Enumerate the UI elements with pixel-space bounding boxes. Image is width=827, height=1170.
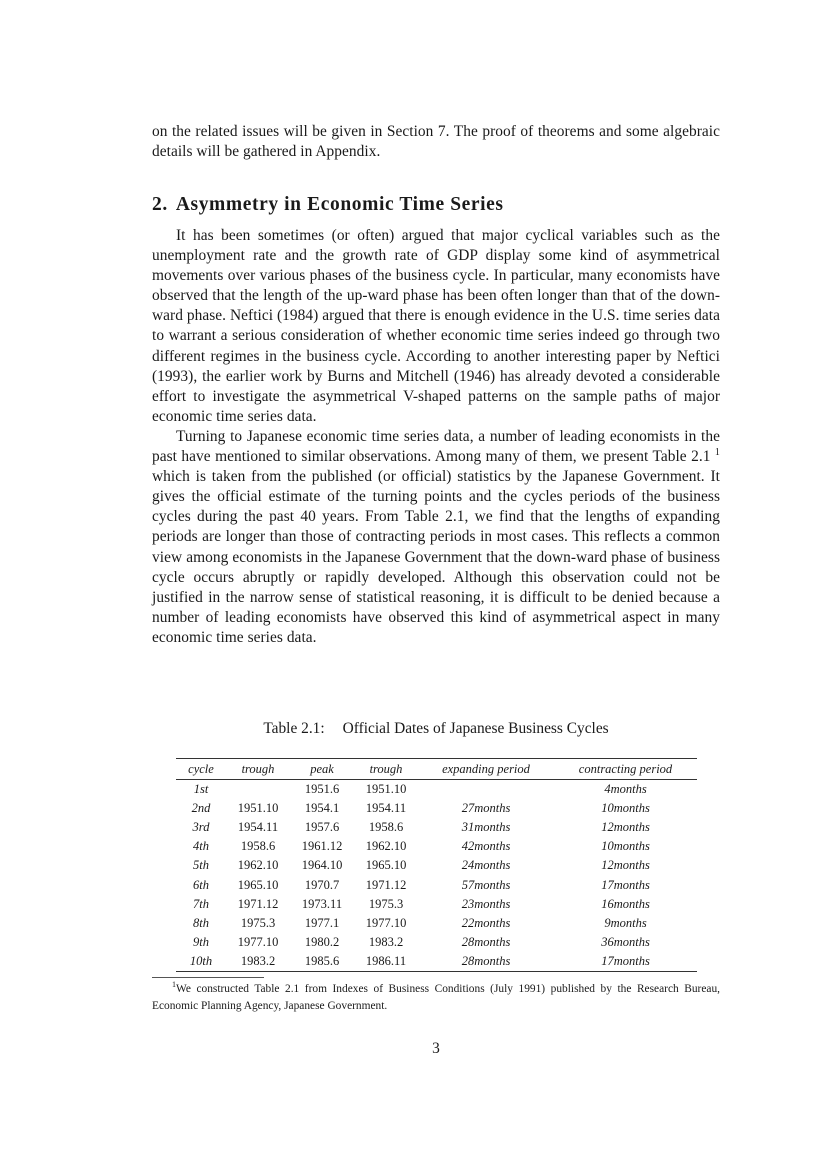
cell-cycle: 7th: [193, 896, 209, 911]
cell-contracting-period: 10months: [601, 801, 650, 816]
cell-trough-end: 1954.11: [365, 801, 407, 816]
table-row: [176, 799, 697, 818]
table-header-row: [176, 759, 697, 780]
column-header-trough: trough: [226, 759, 290, 780]
intro-continuation-paragraph: on the related issues will be given in Section 7. The proof of theorems and some algebraic details will be gathered in Appendix.: [152, 123, 720, 161]
column-header-trough-end: trough: [354, 759, 418, 780]
cell-trough-end: 1977.10: [365, 915, 407, 930]
cell-expanding-period: 28months: [461, 953, 511, 968]
cell-contracting-period: 17months: [601, 953, 650, 968]
cell-cycle: 1st: [193, 782, 209, 797]
cell-trough: 1971.12: [237, 896, 279, 911]
business-cycles-table: [176, 758, 697, 972]
page-number: 3: [432, 1040, 440, 1057]
table-row: [176, 837, 697, 856]
table-caption-text: Official Dates of Japanese Business Cycles: [342, 720, 609, 737]
cell-peak: 1951.6: [304, 782, 340, 797]
cell-trough-end: 1983.2: [368, 934, 404, 949]
cell-expanding-period: 24months: [461, 858, 511, 873]
cell-trough-end: 1975.3: [368, 896, 404, 911]
cell-cycle: 4th: [193, 839, 209, 854]
cell-trough: 1977.10: [237, 934, 279, 949]
cell-expanding-period: 42months: [461, 839, 511, 854]
cell-expanding-period: 57months: [461, 877, 511, 892]
cell-trough-end: 1951.10: [365, 782, 407, 797]
cell-cycle: 8th: [193, 915, 209, 930]
cell-peak: 1977.1: [304, 915, 340, 930]
cell-expanding-period: 28months: [461, 934, 511, 949]
table-row: [176, 856, 697, 875]
paragraph-2-text-a: Turning to Japanese economic time series data, a number of leading economists in the past have mentioned to similar observations. Among many of them, we present Table 2.1: [152, 427, 720, 466]
cell-trough: 1983.2: [240, 953, 276, 968]
paragraph-2: [152, 427, 720, 648]
cell-peak: 1970.7: [304, 877, 340, 892]
section-body: [152, 226, 720, 648]
footnote-text: We constructed Table 2.1 from Indexes of Business Conditions (July 1991) published by the Research Bureau, Economic Planning Agency, Japanese Government.: [152, 983, 720, 1012]
cell-cycle: 6th: [193, 877, 209, 892]
section-heading: [152, 194, 720, 216]
cell-peak: 1985.6: [304, 953, 340, 968]
cell-cycle: 10th: [189, 953, 213, 968]
cell-expanding-period: 23months: [461, 896, 511, 911]
cell-trough-end: 1962.10: [365, 839, 407, 854]
cell-trough: 1965.10: [237, 877, 279, 892]
cell-peak: 1961.12: [301, 839, 343, 854]
cell-contracting-period: 36months: [601, 934, 650, 949]
cell-trough-end: 1965.10: [365, 858, 407, 873]
cell-trough: 1954.11: [237, 820, 279, 835]
cell-cycle: 5th: [193, 858, 209, 873]
column-header-cycle: cycle: [176, 759, 226, 780]
cell-peak: 1957.6: [304, 820, 340, 835]
table-row: [176, 914, 697, 933]
table-caption-label: Table 2.1:: [263, 720, 325, 737]
column-header-expanding-period: expanding period: [418, 759, 554, 780]
cell-trough-end: 1986.11: [365, 953, 407, 968]
cell-expanding-period: [418, 780, 554, 800]
cell-peak: 1954.1: [304, 801, 340, 816]
cell-contracting-period: 4months: [604, 782, 647, 797]
table-row: [176, 875, 697, 894]
paragraph-2-text-b: which is taken from the published (or official) statistics by the Japanese Government. It gives the official estimate of the turning points and the cycles periods of the business cycles during the past 40 years. From Table 2.1, we find that the lengths of expanding periods are longer than those of contracting periods in most cases. This reflects a common view among economists in the Japanese Government that the down-ward phase of business cycle occurs abruptly or rapidly developed. Although this observation could not be justified in the narrow sense of statistical reasoning, it is difficult to be denied because a number of leading economists have observed this kind of asymmetrical aspect in many economic time series data.: [152, 468, 720, 646]
cell-trough: 1975.3: [240, 915, 276, 930]
cell-trough: 1958.6: [240, 839, 276, 854]
cell-trough: [226, 780, 290, 800]
column-header-peak: peak: [290, 759, 354, 780]
cell-peak: 1973.11: [301, 896, 343, 911]
table-row: [176, 952, 697, 972]
cell-cycle: 2nd: [191, 801, 211, 816]
table-row: [176, 818, 697, 837]
cell-contracting-period: 10months: [601, 839, 650, 854]
cell-cycle: 9th: [193, 934, 209, 949]
footnote: [152, 981, 720, 1015]
cell-contracting-period: 17months: [601, 877, 650, 892]
footnote-mark: 1: [172, 980, 176, 990]
table-caption: [152, 719, 720, 739]
table-row: [176, 895, 697, 914]
cell-expanding-period: 22months: [461, 915, 511, 930]
paragraph-1: It has been sometimes (or often) argued that major cyclical variables such as the unemployment rate and the growth rate of GDP display some kind of asymmetrical movements over various phases of the business cycle. In particular, many economists have observed that the length of the up-ward phase has been often longer than that of the down-ward phase. Neftici (1984) argued that there is enough evidence in the U.S. time series data to warrant a serious consideration of whether economic time series indeed go through two different regimes in the business cycle. According to another interesting paper by Neftici (1993), the earlier work by Burns and Mitchell (1946) has already devoted a considerable effort to investigate the asymmetrical V-shaped patterns on the sample paths of major economic time series data.: [152, 227, 720, 425]
cell-expanding-period: 27months: [461, 801, 511, 816]
cell-expanding-period: 31months: [461, 820, 511, 835]
footnote-reference-mark: 1: [714, 446, 720, 458]
section-title: Asymmetry in Economic Time Series: [175, 194, 504, 215]
section-number: 2.: [152, 194, 168, 215]
cell-contracting-period: 12months: [601, 858, 650, 873]
cell-contracting-period: 9months: [604, 915, 647, 930]
footnote-rule: [152, 977, 264, 978]
cell-peak: 1980.2: [304, 934, 340, 949]
cell-contracting-period: 16months: [601, 896, 650, 911]
cell-trough-end: 1958.6: [368, 820, 404, 835]
cell-trough-end: 1971.12: [365, 877, 407, 892]
table-row: [176, 933, 697, 952]
cell-cycle: 3rd: [192, 820, 210, 835]
cell-trough: 1962.10: [237, 858, 279, 873]
column-header-contracting-period: contracting period: [554, 759, 697, 780]
cell-peak: 1964.10: [301, 858, 343, 873]
cell-trough: 1951.10: [237, 801, 279, 816]
table-row: [176, 780, 697, 800]
cell-contracting-period: 12months: [601, 820, 650, 835]
